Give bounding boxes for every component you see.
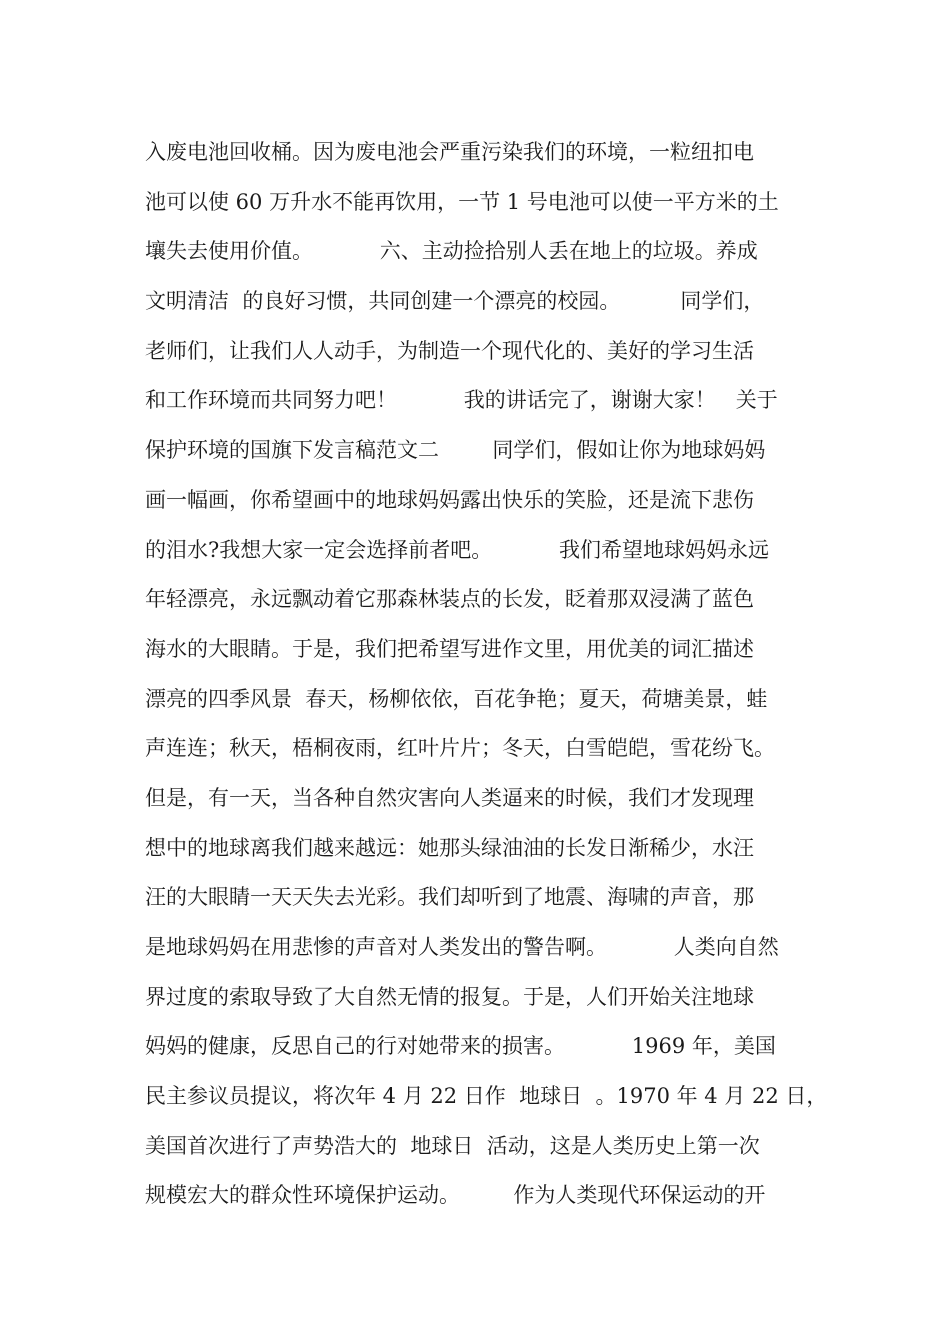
text-line: 界过度的索取导致了大自然无情的报复。于是，人们开始关注地球 xyxy=(145,984,754,1009)
text-line: 年轻漂亮，永远飘动着它那森林装点的长发，眨着那双浸满了蓝色 xyxy=(145,587,754,612)
text-line: 规模宏大的群众性环境保护运动。 作为人类现代环保运动的开 xyxy=(145,1183,766,1208)
text-line: 保护环境的国旗下发言稿范文二 同学们，假如让你为地球妈妈 xyxy=(145,438,766,463)
text-line: 的泪水?我想大家一定会选择前者吧。 我们希望地球妈妈永远 xyxy=(145,537,770,562)
text-line: 想中的地球离我们越来越远：她那头绿油油的长发日渐稀少，水汪 xyxy=(145,835,754,860)
text-line: 画一幅画，你希望画中的地球妈妈露出快乐的笑脸，还是流下悲伤 xyxy=(145,487,754,512)
text-line: 是地球妈妈在用悲惨的声音对人类发出的警告啊。 人类向自然 xyxy=(145,935,779,959)
text-line: 民主参议员提议，将次年 4 月 22 日作 地球日 。1970 年 4 月 22 日， xyxy=(145,1084,828,1109)
document-body xyxy=(145,128,835,1221)
text-line: 文明清洁 的良好习惯，共同创建一个漂亮的校园。 同学们， xyxy=(145,289,765,314)
text-line: 美国首次进行了声势浩大的 地球日 活动，这是人类历史上第一次 xyxy=(145,1133,760,1158)
text-line: 声连连；秋天，梧桐夜雨，红叶片片；冬天，白雪皑皑，雪花纷飞。 xyxy=(145,736,775,761)
text-line: 漂亮的四季风景 春天，杨柳依依，百花争艳；夏天，荷塘美景，蛙 xyxy=(145,686,768,711)
text-line: 海水的大眼睛。于是，我们把希望写进作文里，用优美的词汇描述 xyxy=(145,636,754,661)
text-line: 池可以使 60 万升水不能再饮用，一节 1 号电池可以使一平方米的土 xyxy=(145,189,779,214)
text-line: 和工作环境而共同努力吧！ 我的讲话完了，谢谢大家！ 关于 xyxy=(145,388,778,413)
text-line: 汪的大眼睛一天天失去光彩。我们却听到了地震、海啸的声音，那 xyxy=(145,885,754,910)
text-line: 但是，有一天，当各种自然灾害向人类逼来的时候，我们才发现理 xyxy=(145,785,754,810)
text-line: 壤失去使用价值。 六、主动捡拾别人丢在地上的垃圾。养成 xyxy=(145,239,758,264)
text-line: 老师们，让我们人人动手，为制造一个现代化的、美好的学习生活 xyxy=(145,338,754,363)
text-line: 入废电池回收桶。因为废电池会严重污染我们的环境，一粒纽扣电 xyxy=(145,140,754,164)
text-line: 妈妈的健康，反思自己的行对她带来的损害。 1969 年，美国 xyxy=(145,1034,776,1059)
